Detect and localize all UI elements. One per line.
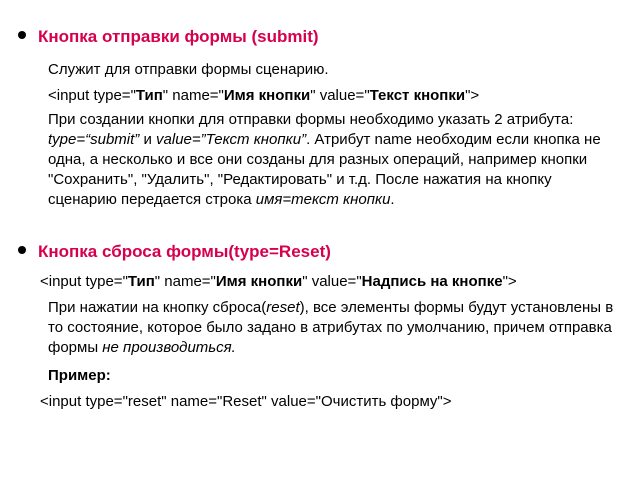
syntax-text: ">	[502, 273, 517, 290]
reset-description	[48, 298, 618, 358]
syntax-text: " value="	[310, 87, 370, 104]
desc-italic: имя=текст кнопки	[255, 191, 391, 208]
bullet-dot-icon	[18, 246, 26, 254]
syntax-name: Имя кнопки	[223, 87, 311, 104]
example-code: <input type="reset" name="Reset" value="Очистить форму">	[40, 393, 452, 410]
syntax-text: " value="	[302, 273, 362, 290]
bullet-reset	[18, 242, 331, 262]
syntax-value: Текст кнопки	[369, 87, 466, 104]
submit-purpose: Служит для отправки формы сценарию.	[48, 61, 329, 78]
reset-syntax	[40, 272, 517, 292]
desc-text: При нажатии на кнопку сброса(	[48, 299, 267, 316]
syntax-text: ">	[465, 87, 480, 104]
syntax-type: Тип	[135, 87, 163, 104]
syntax-text: <input type="	[48, 87, 136, 104]
bullet-dot-icon	[18, 31, 26, 39]
syntax-text: " name="	[162, 87, 224, 104]
syntax-text: " name="	[154, 273, 216, 290]
desc-text: .	[390, 191, 395, 208]
desc-italic: не производиться.	[102, 339, 236, 356]
syntax-text: <input type="	[40, 273, 128, 290]
desc-text: ), все элементы формы будут установлены в то состояние, которое было задано в атрибутах по умолчанию, причем отправка формы	[48, 299, 614, 356]
bullet-submit	[18, 27, 319, 47]
desc-italic: type=“submit”	[48, 131, 140, 148]
heading-submit: Кнопка отправки формы (submit)	[38, 27, 319, 46]
syntax-value: Надпись на кнопке	[361, 273, 503, 290]
desc-text: . Атрибут name необходим если кнопка не одна, а несколько и все они созданы для разных операций, например кнопки "Сохранить", "Удалить", "Редактировать" и т.д. После нажатия на кнопку сценарию передается строка	[48, 131, 601, 208]
submit-description	[48, 110, 618, 210]
desc-text: При создании кнопки для отправки формы необходимо указать 2 атрибута:	[48, 111, 574, 128]
example-label: Пример:	[48, 367, 111, 384]
syntax-type: Тип	[127, 273, 155, 290]
syntax-name: Имя кнопки	[215, 273, 303, 290]
desc-text: и	[139, 131, 157, 148]
desc-italic: value=”Текст кнопки”	[156, 131, 307, 148]
heading-reset: Кнопка сброса формы(type=Reset)	[38, 242, 331, 261]
desc-italic: reset	[266, 299, 300, 316]
submit-syntax	[48, 86, 479, 106]
